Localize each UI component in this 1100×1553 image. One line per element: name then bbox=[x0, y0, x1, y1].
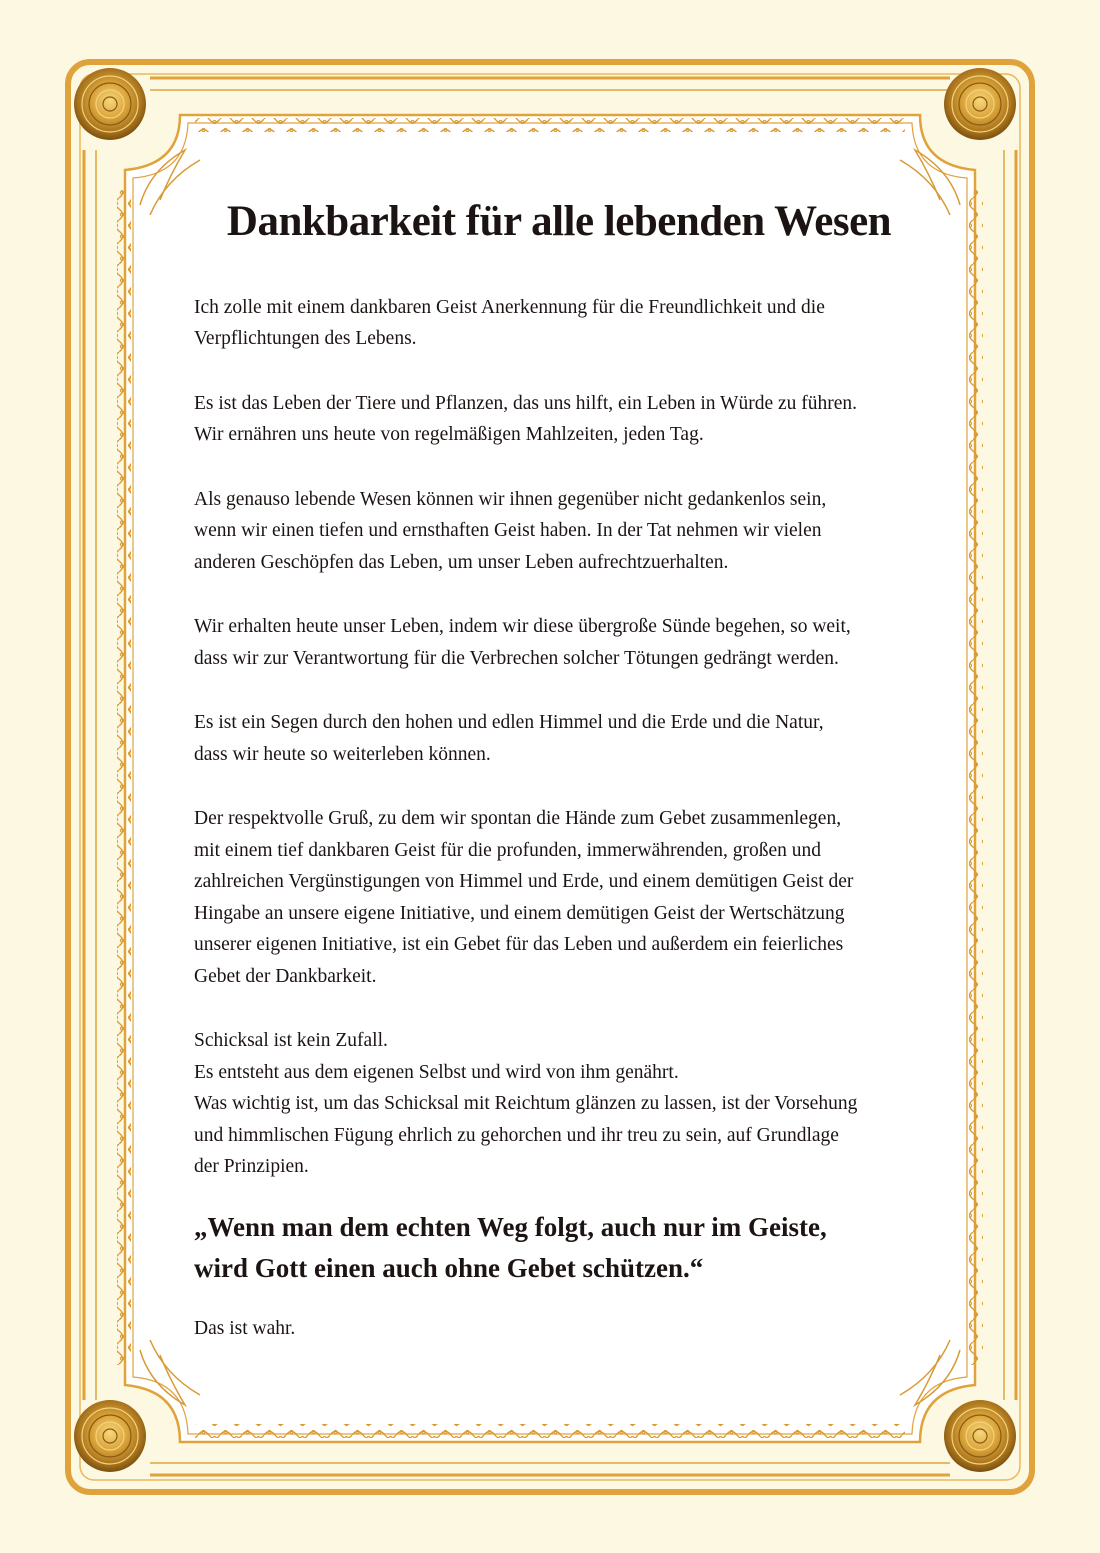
document-body bbox=[194, 196, 924, 1344]
closing-line: Das ist wahr. bbox=[194, 1317, 296, 1339]
corner-medallion-top-right bbox=[944, 68, 1016, 140]
corner-medallion-bottom-right bbox=[944, 1400, 1016, 1472]
paragraph-5: Es ist ein Segen durch den hohen und edlen Himmel und die Erde und die Natur, dass wir heute so weiterleben können. bbox=[194, 712, 824, 765]
featured-quote: „Wenn man dem echten Weg folgt, auch nur im Geiste, wird Gott einen auch ohne Gebet schützen.“ bbox=[194, 1211, 827, 1283]
paragraph-6: Der respektvolle Gruß, zu dem wir spontan die Hände zum Gebet zusammenlegen, mit einem tief dankbaren Geist für die profunden, immerwährenden, großen und zahlreichen Vergünstigungen von Himmel und Erde, und einem demütigen Geist der Hingabe an unsere eigene Initiative, und einem demütigen Geist der Wertschätzung unserer eigenen Initiative, ist ein Gebet für das Leben und außerdem ein feierliches Gebet der Dankbarkeit. bbox=[194, 808, 854, 987]
paragraph-4: Wir erhalten heute unser Leben, indem wir diese übergroße Sünde begehen, so weit, dass wir zur Verantwortung für die Verbrechen solcher Tötungen gedrängt werden. bbox=[194, 616, 851, 669]
corner-medallion-top-left bbox=[74, 68, 146, 140]
paragraph-1: Ich zolle mit einem dankbaren Geist Anerkennung für die Freundlichkeit und die Verpflichtungen des Lebens. bbox=[194, 296, 825, 350]
document-title: Dankbarkeit für alle lebenden Wesen bbox=[226, 198, 892, 245]
corner-medallion-bottom-left bbox=[74, 1400, 146, 1472]
paragraph-3: Als genauso lebende Wesen können wir ihnen gegenüber nicht gedankenlos sein, wenn wir einen tiefen und ernsthaften Geist haben. In der Tat nehmen wir vielen anderen Geschöpfen das Leben, um unser Leben aufrechtzuerhalten. bbox=[194, 488, 827, 573]
paragraph-7: Schicksal ist kein Zufall. Es entsteht aus dem eigenen Selbst und wird von ihm genährt. Was wichtig ist, um das Schicksal mit Reichtum glänzen zu lassen, ist der Vorsehung und himmlischen Fügung ehrlich zu gehorchen und ihr treu zu sein, auf Grundlage der Prinzipien. bbox=[194, 1030, 858, 1178]
paragraph-2: Es ist das Leben der Tiere und Pflanzen, das uns hilft, ein Leben in Würde zu führen. Wir ernähren uns heute von regelmäßigen Mahlzeiten, jeden Tag. bbox=[194, 392, 858, 446]
